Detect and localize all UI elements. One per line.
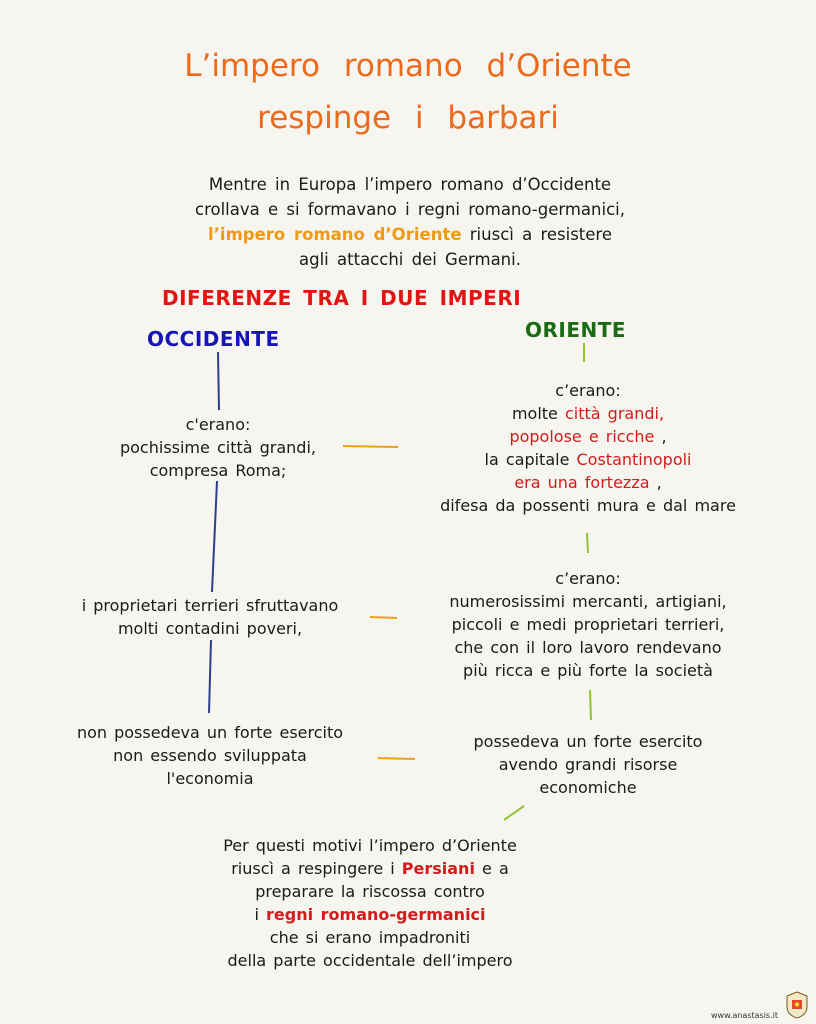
west-box-cities-line: pochissime città grandi,: [119, 438, 316, 457]
west-connector-2: [212, 481, 217, 592]
intro-line-4: agli attacchi dei Germani.: [299, 250, 521, 269]
intro-line-3: [150, 222, 670, 247]
east-box-merchants-line: che con il loro lavoro rendevano: [454, 638, 722, 657]
west-box-landowners-line: molti contadini poveri,: [117, 619, 303, 638]
differences-heading: DIFERENZE TRA I DUE IMPERI: [162, 286, 522, 310]
east-box-cities-line: [408, 425, 768, 448]
west-box-cities: [90, 413, 346, 482]
west-box-landowners-line: i proprietari terrieri sfruttavano: [81, 596, 339, 615]
page-title: L’impero romano d’Oriente: [184, 48, 632, 84]
east-connector-3: [590, 690, 591, 720]
east-box-cities-line: difesa da possenti mura e dal mare: [440, 496, 736, 515]
link-row-1: [343, 446, 398, 447]
site-credit: www.anastasis.it: [711, 1011, 778, 1020]
east-box-army-line: possedeva un forte esercito: [473, 732, 703, 751]
west-box-landowners: [40, 594, 380, 640]
badge-logo-icon: [784, 990, 810, 1020]
east-box-merchants: [408, 567, 768, 682]
east-text: ,: [654, 427, 667, 446]
east-box-army-line: avendo grandi risorse: [498, 755, 678, 774]
conclusion-line: che si erano impadroniti: [269, 928, 471, 947]
conclusion-line: [160, 903, 580, 926]
east-heading: ORIENTE: [525, 318, 627, 342]
conclusion-line: preparare la riscossa contro: [255, 882, 485, 901]
east-box-merchants-line: numerosissimi mercanti, artigiani,: [449, 592, 727, 611]
west-connector-1: [218, 352, 219, 410]
persians-highlight: Persiani: [401, 859, 475, 878]
intro-line-3-rest: riuscì a resistere: [461, 225, 612, 244]
east-red-text: Costantinopoli: [576, 450, 692, 469]
west-box-cities-line: c'erano:: [185, 415, 251, 434]
intro-highlight: l’impero romano d’Oriente: [207, 225, 462, 244]
conclusion-box: [160, 834, 580, 972]
east-box-cities-line: c’erano:: [555, 381, 621, 400]
east-connector-4: [504, 806, 524, 820]
conclusion-line: [160, 857, 580, 880]
east-box-merchants-line: c’erano:: [555, 569, 621, 588]
west-heading: OCCIDENTE: [147, 327, 280, 351]
east-red-text: era una fortezza: [514, 473, 650, 492]
conclusion-line: Per questi motivi l’impero d’Oriente: [223, 836, 517, 855]
east-box-army: [418, 730, 758, 799]
conclusion-text: i: [254, 905, 266, 924]
west-box-army-line: l'economia: [166, 769, 254, 788]
east-text: la capitale: [484, 450, 577, 469]
west-box-army-line: non essendo sviluppata: [113, 746, 307, 765]
east-box-merchants-line: più ricca e più forte la società: [463, 661, 713, 680]
east-red-text: popolose e ricche: [509, 427, 655, 446]
intro-paragraph: [150, 172, 670, 272]
kingdoms-highlight: regni romano-germanici: [266, 905, 486, 924]
conclusion-line: della parte occidentale dell’impero: [227, 951, 513, 970]
east-box-merchants-line: piccoli e medi proprietari terrieri,: [451, 615, 725, 634]
west-box-army: [40, 721, 380, 790]
east-box-cities-line: [408, 402, 768, 425]
intro-line-2: crollava e si formavano i regni romano-germanici,: [195, 200, 625, 219]
page-subtitle: respinge i barbari: [257, 100, 559, 136]
east-text: ,: [649, 473, 662, 492]
conclusion-text: e a: [474, 859, 509, 878]
east-box-army-line: economiche: [539, 778, 637, 797]
link-row-3: [378, 758, 415, 759]
east-red-text: città grandi,: [564, 404, 665, 423]
east-box-cities-line: [408, 471, 768, 494]
west-connector-3: [209, 640, 211, 713]
east-box-cities-line: [408, 448, 768, 471]
conclusion-text: riuscì a respingere i: [231, 859, 402, 878]
west-box-army-line: non possedeva un forte esercito: [76, 723, 344, 742]
east-text: molte: [511, 404, 565, 423]
west-box-cities-line: compresa Roma;: [149, 461, 287, 480]
intro-line-1: Mentre in Europa l’impero romano d’Occidente: [208, 175, 612, 194]
east-box-cities: [408, 379, 768, 517]
east-connector-2: [587, 533, 588, 553]
